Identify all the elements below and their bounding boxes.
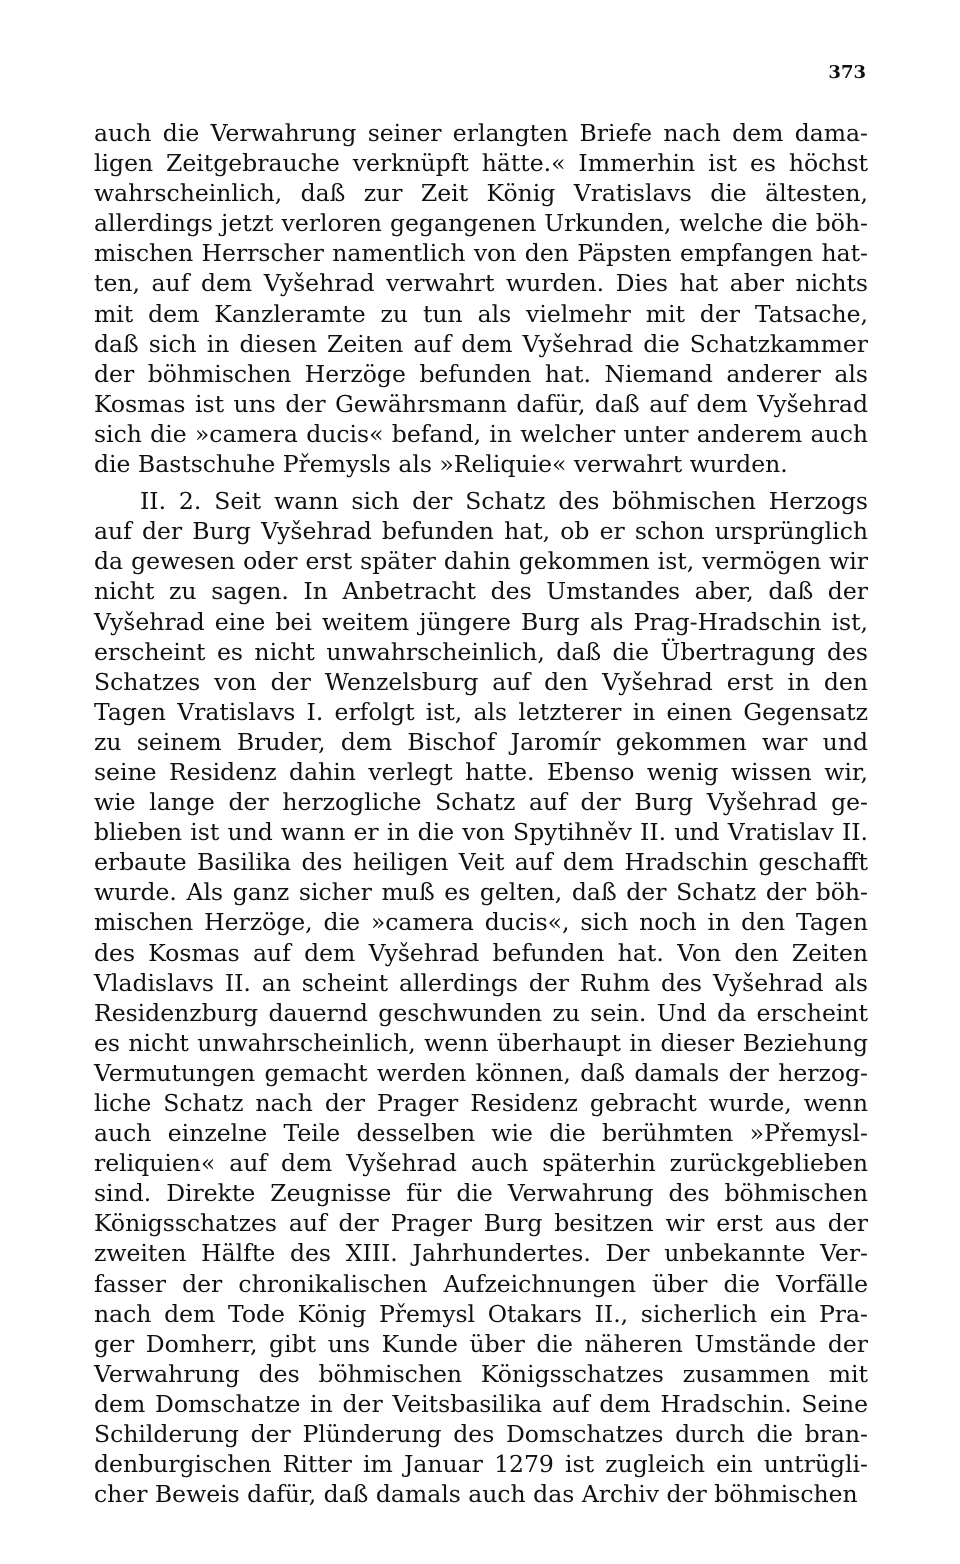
text-line: auf der Burg Vyšehrad befunden hat, ob er schon ursprünglich: [94, 517, 868, 546]
text-line: die Bastschuhe Přemysls als »Reliquie« verwahrt wurden.: [94, 450, 788, 479]
text-line: Tagen Vratislavs I. erfolgt ist, als letzterer in einen Gegensatz: [94, 697, 868, 726]
text-line: blieben ist und wann er in die von Spytihněv II. und Vratislav II.: [94, 818, 868, 847]
text-line: Vyšehrad eine bei weitem jüngere Burg als Prag-Hradschin ist,: [94, 607, 868, 636]
text-line: zweiten Hälfte des XIII. Jahrhundertes. Der unbekannte Ver-: [94, 1239, 868, 1268]
text-line: reliquien« auf dem Vyšehrad auch späterhin zurückgeblieben: [94, 1149, 868, 1178]
text-line: cher Beweis dafür, daß damals auch das Archiv der böhmischen: [94, 1480, 858, 1509]
text-line: auch die Verwahrung seiner erlangten Briefe nach dem dama-: [94, 119, 868, 147]
text-line: erbaute Basilika des heiligen Veit auf dem Hradschin geschafft: [94, 848, 868, 877]
text-line: Kosmas ist uns der Gewährsmann dafür, daß auf dem Vyšehrad: [94, 389, 868, 418]
text-line: allerdings jetzt verloren gegangenen Urkunden, welche die böh-: [94, 209, 868, 238]
text-line: ligen Zeitgebrauche verknüpft hätte.« Immerhin ist es höchst: [94, 149, 868, 178]
text-line: wahrscheinlich, daß zur Zeit König Vratislavs die ältesten,: [94, 179, 868, 208]
text-line: es nicht unwahrscheinlich, wenn überhaupt in dieser Beziehung: [94, 1028, 868, 1057]
text-line: dem Domschatze in der Veitsbasilika auf dem Hradschin. Seine: [94, 1389, 868, 1418]
text-line: der böhmischen Herzöge befunden hat. Niemand anderer als: [94, 359, 868, 388]
text-line: wie lange der herzogliche Schatz auf der Burg Vyšehrad ge-: [94, 788, 868, 817]
text-line: liche Schatz nach der Prager Residenz gebracht wurde, wenn: [94, 1089, 868, 1117]
text-line: da gewesen oder erst später dahin gekommen ist, vermögen wir: [94, 547, 868, 576]
paragraph: [94, 118, 868, 479]
text-line: daß sich in diesen Zeiten auf dem Vyšehrad die Schatzkammer: [94, 329, 868, 358]
text-line: mit dem Kanzleramte zu tun als vielmehr mit der Tatsache,: [94, 299, 868, 328]
text-line: Vladislavs II. an scheint allerdings der Ruhm des Vyšehrad als: [94, 968, 868, 997]
text-line: erscheint es nicht unwahrscheinlich, daß die Übertragung des: [94, 637, 868, 666]
text-line: nicht zu sagen. In Anbetracht des Umstandes aber, daß der: [94, 577, 868, 606]
body-text: [94, 118, 868, 1509]
text-line: nach dem Tode König Přemysl Otakars II., sicherlich ein Pra-: [94, 1299, 868, 1328]
text-line: ten, auf dem Vyšehrad verwahrt wurden. Dies hat aber nichts: [94, 269, 868, 298]
text-line: zu seinem Bruder, dem Bischof Jaromír gekommen war und: [94, 727, 868, 756]
page-number: 373: [828, 62, 866, 83]
text-line: mischen Herrscher namentlich von den Päpsten empfangen hat-: [94, 239, 868, 268]
text-line: Königsschatzes auf der Prager Burg besitzen wir erst aus der: [94, 1209, 868, 1238]
text-line: Verwahrung des böhmischen Königsschatzes zusammen mit: [94, 1359, 868, 1388]
text-line: Schilderung der Plünderung des Domschatzes durch die bran-: [94, 1420, 868, 1449]
text-line: ger Domherr, gibt uns Kunde über die näheren Umstände der: [94, 1329, 868, 1358]
text-line: mischen Herzöge, die »camera ducis«, sich noch in den Tagen: [94, 908, 868, 937]
text-line: denburgischen Ritter im Januar 1279 ist zugleich ein untrügli-: [94, 1450, 868, 1479]
text-line: II. 2. Seit wann sich der Schatz des böhmischen Herzogs: [140, 487, 868, 516]
text-line: auch einzelne Teile desselben wie die berühmten »Přemysl-: [94, 1119, 868, 1148]
text-line: Residenzburg dauernd geschwunden zu sein. Und da erscheint: [94, 998, 868, 1027]
text-line: seine Residenz dahin verlegt hatte. Ebenso wenig wissen wir,: [94, 757, 868, 786]
text-line: sich die »camera ducis« befand, in welcher unter anderem auch: [94, 419, 868, 448]
text-line: fasser der chronikalischen Aufzeichnungen über die Vorfälle: [94, 1269, 868, 1298]
text-line: sind. Direkte Zeugnisse für die Verwahrung des böhmischen: [94, 1179, 868, 1208]
paragraph: [94, 486, 868, 1509]
text-line: wurde. Als ganz sicher muß es gelten, daß der Schatz der böh-: [94, 878, 868, 907]
paragraph-gap: [94, 479, 868, 486]
text-line: des Kosmas auf dem Vyšehrad befunden hat. Von den Zeiten: [94, 938, 868, 967]
text-line: Schatzes von der Wenzelsburg auf den Vyšehrad erst in den: [94, 667, 868, 696]
text-line: Vermutungen gemacht werden können, daß damals der herzog-: [94, 1058, 868, 1087]
